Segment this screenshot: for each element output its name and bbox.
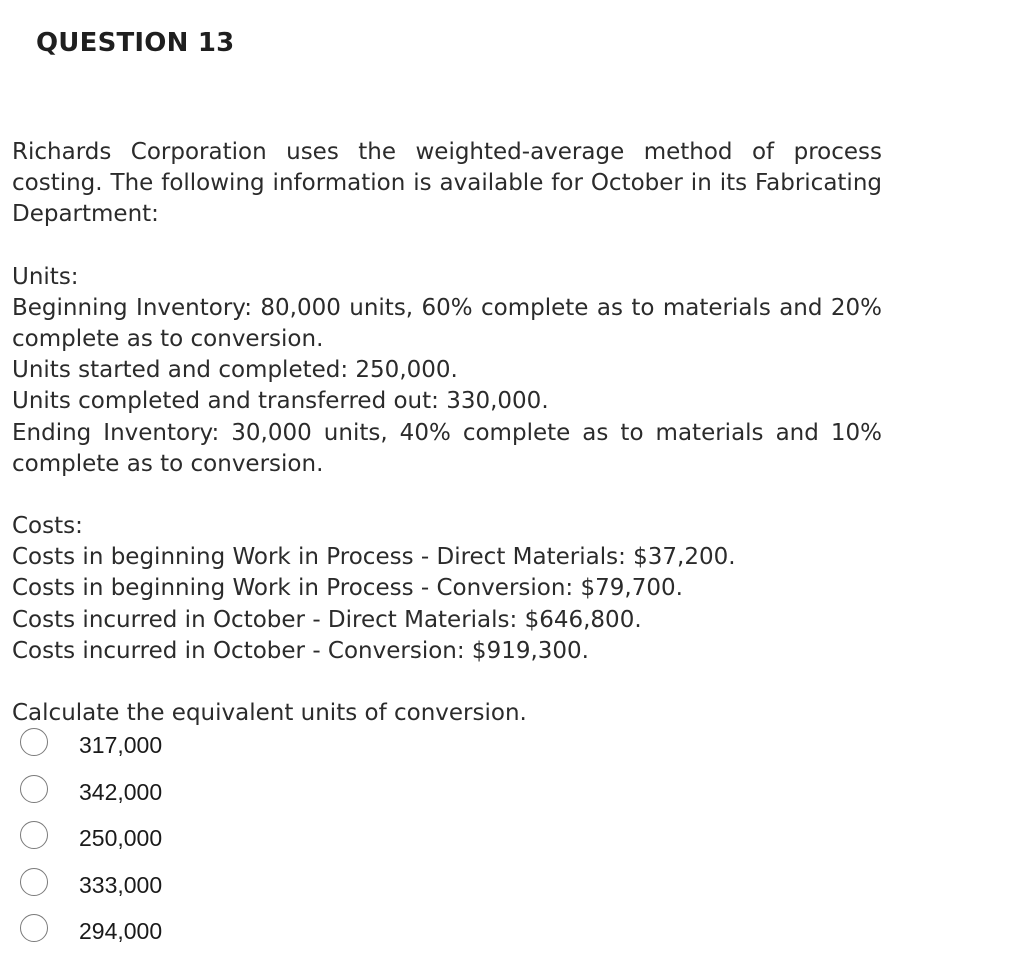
- radio-button[interactable]: [20, 775, 48, 803]
- answer-option[interactable]: [0, 725, 400, 772]
- question-title: QUESTION 13: [36, 28, 235, 58]
- radio-button[interactable]: [20, 728, 48, 756]
- question-intro: Richards Corporation uses the weighted-average method of process costing. The following information is available for October in its Fabricating Department:: [12, 139, 882, 228]
- units-line-transferred-out: Units completed and transferred out: 330,000.: [12, 388, 549, 415]
- radio-button[interactable]: [20, 914, 48, 942]
- answer-option-label[interactable]: 342,000: [79, 778, 163, 805]
- costs-line-october-materials: Costs incurred in October - Direct Materials: $646,800.: [12, 606, 642, 633]
- radio-button[interactable]: [20, 868, 48, 896]
- answer-options: [0, 725, 400, 958]
- answer-option-label[interactable]: 250,000: [79, 825, 163, 851]
- answer-option[interactable]: [0, 865, 400, 912]
- costs-line-october-conversion: Costs incurred in October - Conversion: $919,300.: [12, 637, 589, 664]
- radio-button[interactable]: [20, 821, 48, 849]
- units-line-beginning-inventory: Beginning Inventory: 80,000 units, 60% complete as to materials and 20% complete as to conversion.: [12, 294, 882, 353]
- question-prompt: Calculate the equivalent units of conversion.: [12, 700, 527, 727]
- units-line-started-completed: Units started and completed: 250,000.: [12, 357, 458, 384]
- answer-option-label[interactable]: 333,000: [79, 871, 163, 898]
- costs-heading: Costs:: [12, 513, 83, 540]
- units-line-ending-inventory: Ending Inventory: 30,000 units, 40% complete as to materials and 10% complete as to conversion.: [12, 419, 882, 477]
- costs-line-bwip-materials: Costs in beginning Work in Process - Direct Materials: $37,200.: [12, 544, 736, 571]
- answer-option[interactable]: [0, 911, 400, 958]
- costs-line-bwip-conversion: Costs in beginning Work in Process - Conversion: $79,700.: [12, 575, 683, 602]
- answer-option-label[interactable]: 294,000: [79, 918, 163, 944]
- answer-option[interactable]: [0, 772, 400, 819]
- answer-option[interactable]: [0, 818, 400, 865]
- answer-option-label[interactable]: 317,000: [79, 732, 163, 758]
- question-body: [12, 137, 882, 729]
- units-heading: Units:: [12, 263, 79, 290]
